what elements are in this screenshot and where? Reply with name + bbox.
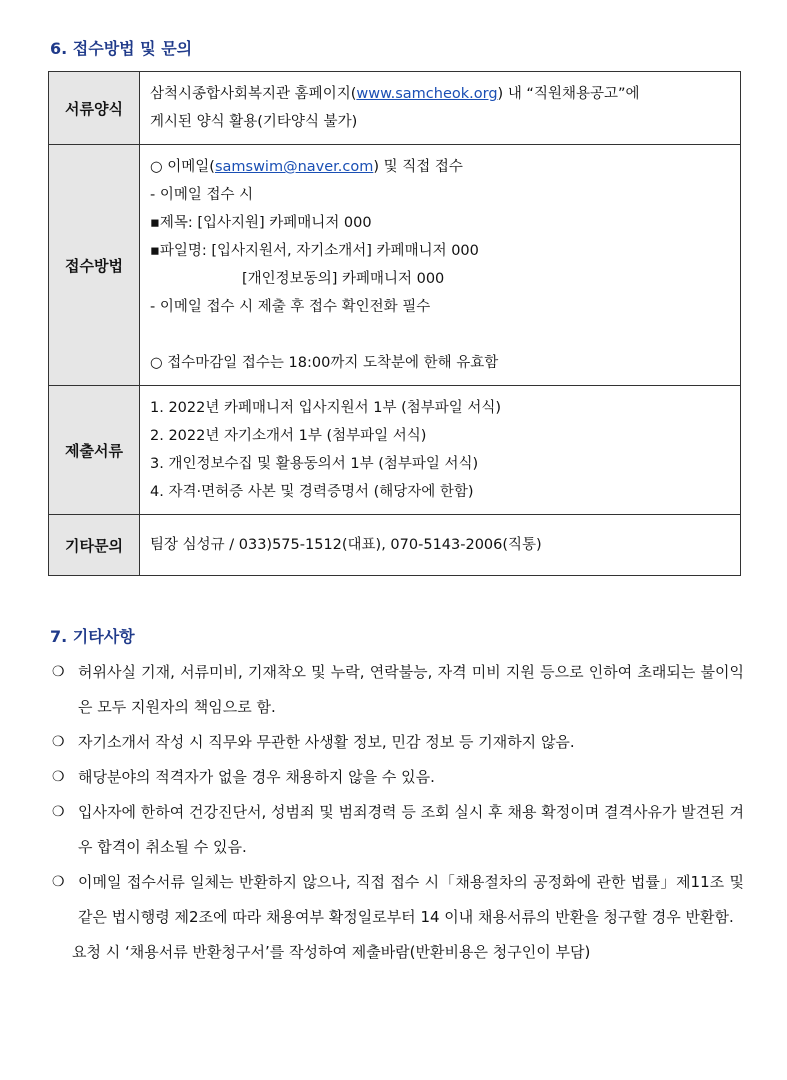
row-content-inquiry: 팀장 심성규 / 033)575-1512(대표), 070-5143-2006(직통) bbox=[140, 515, 741, 576]
method-line-5: [개인정보동의] 카페매니저 000 bbox=[242, 271, 445, 287]
list-item bbox=[52, 655, 744, 725]
submission-item-3: 3. 개인정보수집 및 활용동의서 1부 (첨부파일 서식) bbox=[150, 456, 479, 472]
circle-bullet-icon: ❍ bbox=[52, 769, 65, 785]
other-notes-list bbox=[52, 655, 744, 970]
table-row bbox=[49, 145, 741, 386]
row-label-inquiry: 기타문의 bbox=[49, 515, 140, 576]
documents-text-pre: 삼척시종합사회복지관 홈페이지( bbox=[150, 86, 357, 102]
table-row bbox=[49, 72, 741, 145]
row-content-documents bbox=[140, 72, 741, 145]
circle-bullet-icon: ❍ bbox=[52, 874, 65, 890]
note-text-2: 자기소개서 작성 시 직무와 무관한 사생활 정보, 민감 정보 등 기재하지 않음. bbox=[78, 733, 575, 751]
note-text-1: 허위사실 기재, 서류미비, 기재착오 및 누락, 연락불능, 자격 미비 지원 등으로 인하여 초래되는 불이익은 모두 지원자의 책임으로 함. bbox=[78, 663, 744, 716]
section-6-title: 6. 접수방법 및 문의 bbox=[50, 39, 193, 58]
list-item bbox=[52, 795, 744, 865]
note-request-text: 요청 시 ‘채용서류 반환청구서’를 작성하여 제출바람(반환비용은 청구인이 부담) bbox=[72, 943, 591, 961]
table-row bbox=[49, 515, 741, 576]
section-7-title: 7. 기타사항 bbox=[50, 627, 135, 646]
note-text-5: 이메일 접수서류 일체는 반환하지 않으나, 직접 접수 시「채용절차의 공정화에 관한 법률」제11조 및 같은 법시행령 제2조에 따라 채용여부 확정일로부터 14 이내 채용서류의 반환을 청구할 경우 반환함. bbox=[78, 873, 744, 926]
submission-item-2: 2. 2022년 자기소개서 1부 (첨부파일 서식) bbox=[150, 428, 427, 444]
homepage-link[interactable]: www.samcheok.org bbox=[356, 86, 498, 102]
list-item bbox=[52, 865, 744, 935]
row-label-documents: 서류양식 bbox=[49, 72, 140, 145]
list-item bbox=[52, 760, 744, 795]
submission-item-4: 4. 자격·면허증 사본 및 경력증명서 (해당자에 한함) bbox=[150, 484, 474, 500]
list-item bbox=[52, 725, 744, 760]
submission-item-1: 1. 2022년 카페매니저 입사지원서 1부 (첨부파일 서식) bbox=[150, 400, 502, 416]
method-email-post: ) 및 직접 접수 bbox=[373, 159, 463, 175]
note-text-4: 입사자에 한하여 건강진단서, 성범죄 및 범죄경력 등 조회 실시 후 채용 확정이며 결격사유가 발견된 겨우 합격이 취소될 수 있음. bbox=[78, 803, 744, 856]
table-row bbox=[49, 386, 741, 515]
documents-text-line2: 게시된 양식 활용(기타양식 불가) bbox=[150, 114, 358, 130]
spacer bbox=[150, 321, 730, 349]
method-email-pre: ○ 이메일( bbox=[150, 159, 215, 175]
method-line-6: - 이메일 접수 시 제출 후 접수 확인전화 필수 bbox=[150, 299, 431, 315]
method-line-2: - 이메일 접수 시 bbox=[150, 187, 254, 203]
circle-bullet-icon: ❍ bbox=[52, 734, 65, 750]
email-link[interactable]: samswim@naver.com bbox=[214, 159, 374, 175]
method-line-7: ○ 접수마감일 접수는 18:00까지 도착분에 한해 유효함 bbox=[150, 355, 499, 371]
row-content-submission bbox=[140, 386, 741, 515]
submission-info-table bbox=[48, 71, 741, 576]
note-text-3: 해당분야의 적격자가 없을 경우 채용하지 않을 수 있음. bbox=[78, 768, 435, 786]
circle-bullet-icon: ❍ bbox=[52, 804, 65, 820]
row-label-submission: 제출서류 bbox=[49, 386, 140, 515]
documents-text-post: ) 내 “직원채용공고”에 bbox=[497, 86, 640, 102]
method-line-4: ▪파일명: [입사지원서, 자기소개서] 카페매니저 000 bbox=[150, 243, 479, 259]
row-label-method: 접수방법 bbox=[49, 145, 140, 386]
method-line-3: ▪제목: [입사지원] 카페매니저 000 bbox=[150, 215, 372, 231]
circle-bullet-icon: ❍ bbox=[52, 664, 65, 680]
row-content-method bbox=[140, 145, 741, 386]
